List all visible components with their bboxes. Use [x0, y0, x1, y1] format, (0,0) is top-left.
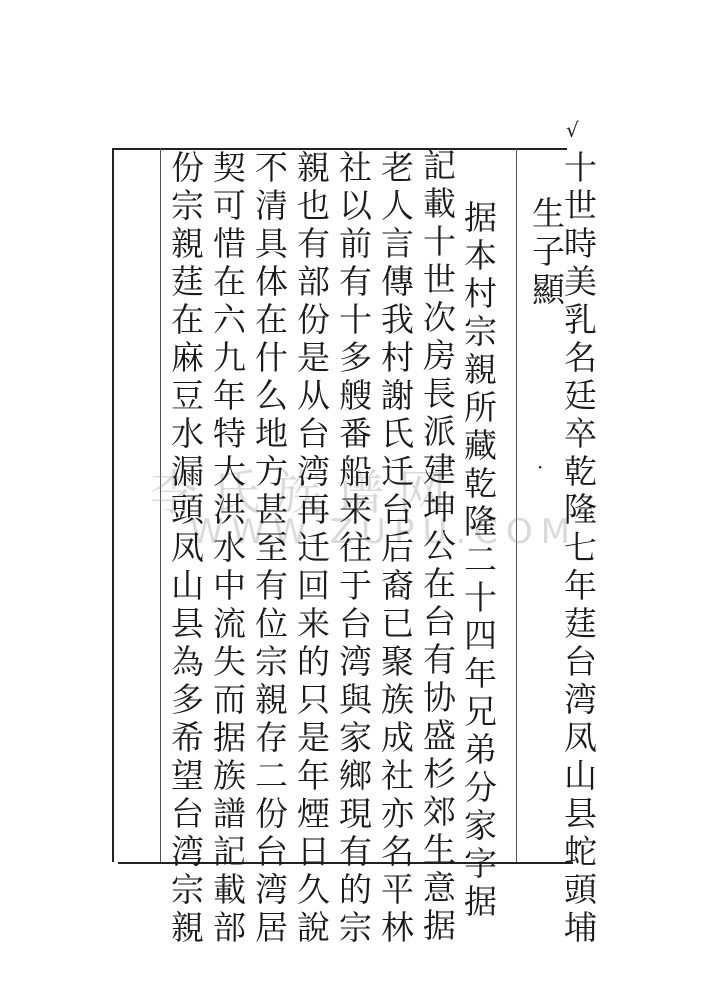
text-column-6: 社以前有十多艘番船来往于台湾與家鄉現有的宗 [334, 150, 373, 948]
text-column-9: 契可惜在六九年特大洪水中流失而据族譜記載部 [208, 150, 247, 948]
check-mark: √ [566, 118, 579, 142]
frame-left-rule [112, 148, 114, 862]
text-column-7: 親也有部份是从台湾再迁回来的只是年煙日久說 [292, 150, 331, 948]
text-column-5: 老人言傳我村謝氏迁台后裔已聚族成社亦名平林 [376, 150, 415, 948]
text-column-10: 份宗親莛在麻豆水漏頭凤山县為多希望台湾宗親 [166, 150, 205, 948]
watermark-sub: WWW.ZUPU.COM [190, 512, 578, 552]
text-column-4: 記載十世次房長派建坤公在台有协盛杉郊生意据 [418, 148, 457, 946]
text-column-8: 不清具体在什么地方甚至有位宗親存二份台湾居 [250, 150, 289, 948]
dot-mark: · [537, 455, 544, 479]
watermark-main: 李氏族谱网 [150, 465, 461, 521]
text-column-1: 十世時美乳名廷卒乾隆七年莛台湾凤山县蛇頭埔 [559, 150, 598, 948]
text-column-2: 生子顯 [527, 196, 566, 310]
text-column-3: 据本村宗親所藏乾隆二十四年兄弟分家字据 [459, 200, 498, 922]
